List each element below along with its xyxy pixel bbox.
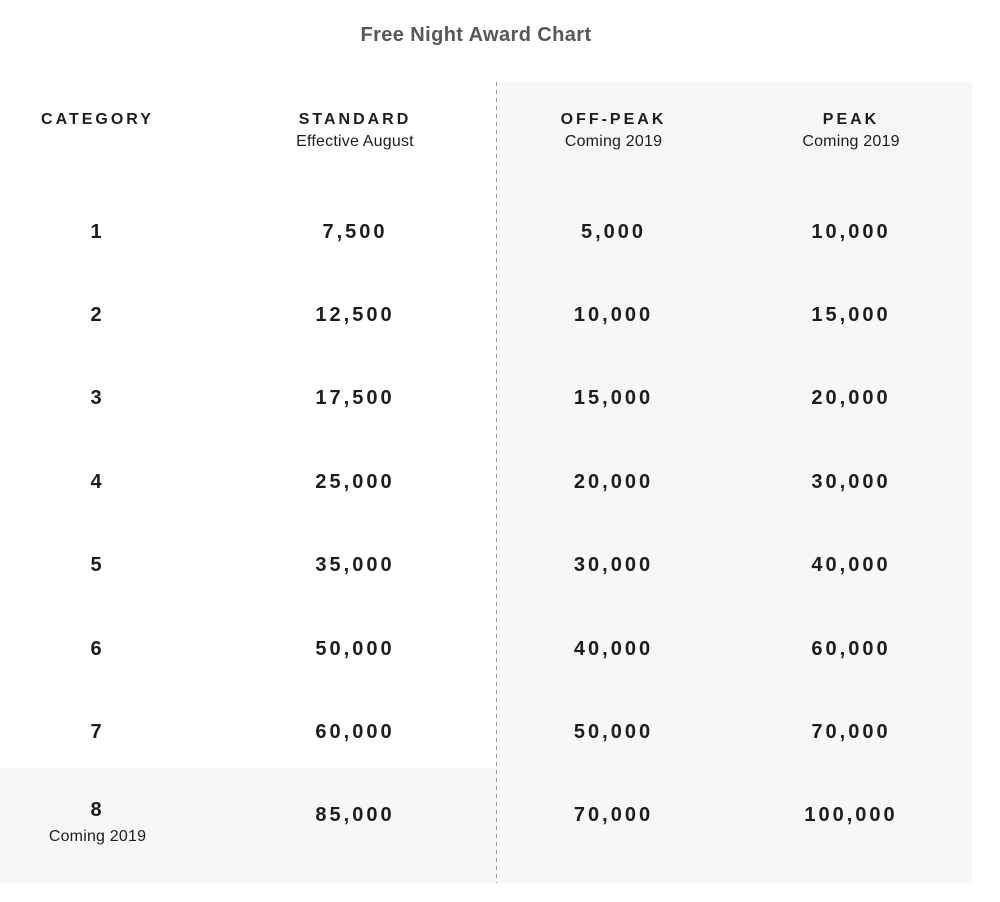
offpeak-cell xyxy=(497,774,730,857)
category-value: 8 xyxy=(90,799,105,822)
category-value: 6 xyxy=(90,637,105,660)
standard-value: 7,500 xyxy=(322,220,388,243)
column-header-sublabel: Effective August xyxy=(296,133,414,151)
offpeak-value: 70,000 xyxy=(573,804,654,827)
offpeak-cell xyxy=(497,273,730,356)
award-table xyxy=(0,82,972,883)
peak-cell xyxy=(730,440,972,523)
peak-value: 70,000 xyxy=(811,721,891,744)
standard-cell xyxy=(195,524,497,607)
offpeak-cell xyxy=(497,190,730,273)
category-value: 3 xyxy=(90,387,105,410)
category-cell xyxy=(0,190,195,273)
peak-value: 10,000 xyxy=(811,220,891,243)
category-value: 1 xyxy=(90,220,105,243)
standard-cell xyxy=(195,774,497,857)
column-header-offpeak xyxy=(497,82,730,190)
category-value: 7 xyxy=(90,721,105,744)
peak-cell xyxy=(730,190,972,273)
column-header-label: OFF-PEAK xyxy=(560,111,667,128)
category-cell xyxy=(0,440,195,523)
standard-value: 25,000 xyxy=(315,470,395,493)
offpeak-value: 5,000 xyxy=(580,220,647,243)
category-cell xyxy=(0,273,195,356)
column-header-label: STANDARD xyxy=(298,111,412,128)
category-value: 4 xyxy=(90,470,105,493)
offpeak-value: 15,000 xyxy=(573,387,654,410)
page-title: Free Night Award Chart xyxy=(360,24,592,46)
peak-cell xyxy=(730,607,972,690)
peak-cell xyxy=(730,273,972,356)
standard-value: 35,000 xyxy=(315,554,395,577)
category-cell xyxy=(0,774,195,857)
peak-cell xyxy=(730,524,972,607)
standard-value: 60,000 xyxy=(315,721,395,744)
column-header-category xyxy=(0,82,195,190)
peak-cell xyxy=(730,690,972,773)
standard-cell xyxy=(195,440,497,523)
offpeak-value: 40,000 xyxy=(573,637,654,660)
standard-cell xyxy=(195,190,497,273)
peak-value: 40,000 xyxy=(811,554,891,577)
offpeak-value: 30,000 xyxy=(573,554,654,577)
category-note: Coming 2019 xyxy=(48,828,147,846)
peak-value: 20,000 xyxy=(811,387,891,410)
standard-value: 85,000 xyxy=(315,804,395,827)
offpeak-cell xyxy=(497,440,730,523)
standard-cell xyxy=(195,273,497,356)
standard-cell xyxy=(195,690,497,773)
offpeak-value: 20,000 xyxy=(573,470,654,493)
peak-value: 60,000 xyxy=(811,637,891,660)
column-header-label: CATEGORY xyxy=(41,111,154,128)
offpeak-value: 50,000 xyxy=(573,721,654,744)
column-header-label: PEAK xyxy=(822,111,880,128)
column-header-sublabel: Coming 2019 xyxy=(802,133,900,151)
peak-value: 100,000 xyxy=(804,804,898,827)
offpeak-value: 10,000 xyxy=(573,304,654,327)
category-value: 5 xyxy=(90,554,105,577)
peak-value: 30,000 xyxy=(811,470,891,493)
peak-cell xyxy=(730,774,972,857)
column-header-standard xyxy=(195,82,497,190)
category-cell xyxy=(0,524,195,607)
offpeak-cell xyxy=(497,357,730,440)
category-cell xyxy=(0,357,195,440)
category-cell xyxy=(0,607,195,690)
offpeak-cell xyxy=(497,524,730,607)
column-header-sublabel: Coming 2019 xyxy=(564,133,663,151)
peak-value: 15,000 xyxy=(811,304,891,327)
standard-value: 50,000 xyxy=(315,637,395,660)
category-cell xyxy=(0,690,195,773)
peak-cell xyxy=(730,357,972,440)
offpeak-cell xyxy=(497,690,730,773)
column-header-peak xyxy=(730,82,972,190)
standard-value: 12,500 xyxy=(315,304,395,327)
category-value: 2 xyxy=(90,304,105,327)
standard-value: 17,500 xyxy=(315,387,395,410)
standard-cell xyxy=(195,357,497,440)
standard-cell xyxy=(195,607,497,690)
offpeak-cell xyxy=(497,607,730,690)
